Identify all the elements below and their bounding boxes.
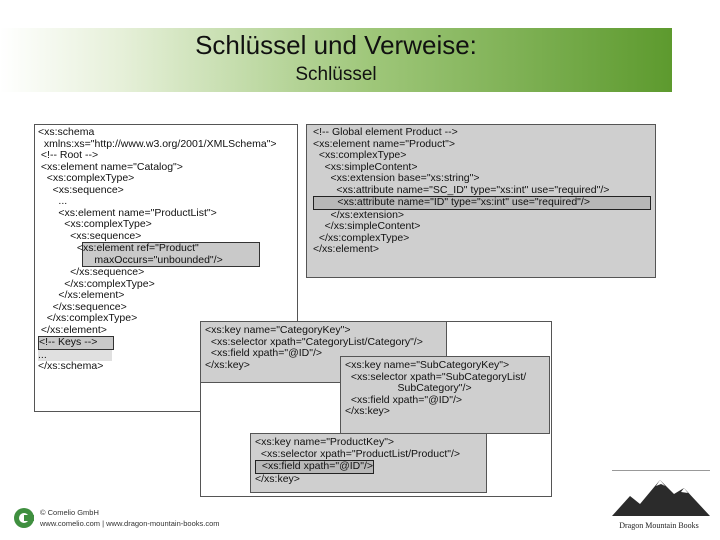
code-line: <xs:element name="ProductList">: [38, 206, 217, 219]
code-line: <xs:field xpath="@ID"/>: [345, 393, 463, 406]
code-line: </xs:element>: [38, 289, 125, 301]
id-field-highlight: <xs:field xpath="@ID"/>: [256, 460, 374, 472]
code-line: <xs:key name="CategoryKey">: [205, 324, 351, 336]
code-line: maxOccurs="unbounded"/>: [39, 253, 223, 266]
dragon-mountain-books-label: Dragon Mountain Books: [619, 521, 699, 530]
id-attribute-highlight: <xs:attribute name="ID" type="xs:int" use="required"/>: [313, 196, 651, 210]
code-line: <xs:sequence>: [38, 229, 142, 242]
code-line: <xs:sequence>: [38, 183, 124, 196]
comelio-logo-icon: [12, 506, 36, 530]
code-line: </xs:complexType>: [38, 312, 138, 324]
code-line: </xs:element>: [38, 323, 107, 336]
code-line: <xs:selector xpath="CategoryList/Category"/>: [205, 335, 423, 348]
code-line: </xs:element>: [313, 243, 379, 255]
code-line: </xs:complexType>: [313, 231, 410, 244]
code-line: </xs:key>: [255, 472, 300, 485]
code-line: <xs:key name="SubCategoryKey">: [345, 359, 510, 371]
footer-links: www.comelio.com | www.dragon-mountain-books.com: [40, 519, 220, 528]
code-line: <xs:extension base="xs:string">: [313, 172, 480, 184]
code-box-product-key: [250, 433, 487, 493]
code-line: </xs:sequence>: [38, 266, 145, 278]
slide-subtitle: Schlüssel: [295, 64, 377, 85]
code-line: <xs:complexType>: [313, 149, 407, 161]
code-line: </xs:extension>: [313, 208, 405, 221]
code-line: <xs:schema: [38, 126, 95, 138]
code-line: </xs:key>: [205, 358, 250, 371]
code-box-product-element: [306, 124, 656, 278]
product-ref-highlight: [39, 242, 260, 267]
code-line: <xs:simpleContent>: [313, 160, 418, 173]
keys-highlight: [38, 336, 114, 350]
footer-copyright: © Comelio GmbH: [40, 508, 99, 517]
code-line: </xs:simpleContent>: [313, 220, 421, 232]
code-line: <xs:element name="Catalog">: [38, 160, 183, 173]
code-line: <!-- Root -->: [38, 149, 99, 161]
code-line: <xs:field xpath="@ID"/>: [205, 347, 323, 359]
code-line: <xs:selector xpath="SubCategoryList/: [345, 370, 527, 383]
code-line: ...: [38, 195, 68, 207]
code-line: </xs:key>: [345, 405, 390, 417]
code-line: ...: [38, 348, 47, 361]
footer-divider: [612, 470, 710, 471]
code-line: </xs:complexType>: [38, 277, 155, 290]
code-line: <xs:key name="ProductKey">: [255, 436, 395, 448]
code-box-subcategory-key: [340, 356, 550, 434]
code-line: <xs:complexType>: [38, 172, 135, 184]
code-line: xmlns:xs="http://www.w3.org/2001/XMLSchema">: [38, 137, 277, 150]
code-line: <!-- Keys -->: [39, 336, 98, 348]
code-line: <xs:element ref="Product": [39, 242, 199, 254]
slide-title: Schlüssel und Verweise:: [195, 30, 477, 60]
code-line: <!-- Global element Product -->: [313, 126, 458, 138]
code-line: <xs:selector xpath="ProductList/Product"/>: [255, 447, 461, 460]
code-line: </xs:schema>: [38, 360, 104, 372]
code-line: </xs:sequence>: [38, 300, 127, 313]
code-line: SubCategory"/>: [345, 382, 472, 394]
code-line: <xs:complexType>: [38, 218, 152, 230]
mountain-logo-icon: [612, 474, 710, 516]
code-line: <xs:element name="Product">: [313, 137, 455, 150]
code-line: <xs:attribute name="SC_ID" type="xs:int" use="required"/>: [313, 183, 610, 196]
